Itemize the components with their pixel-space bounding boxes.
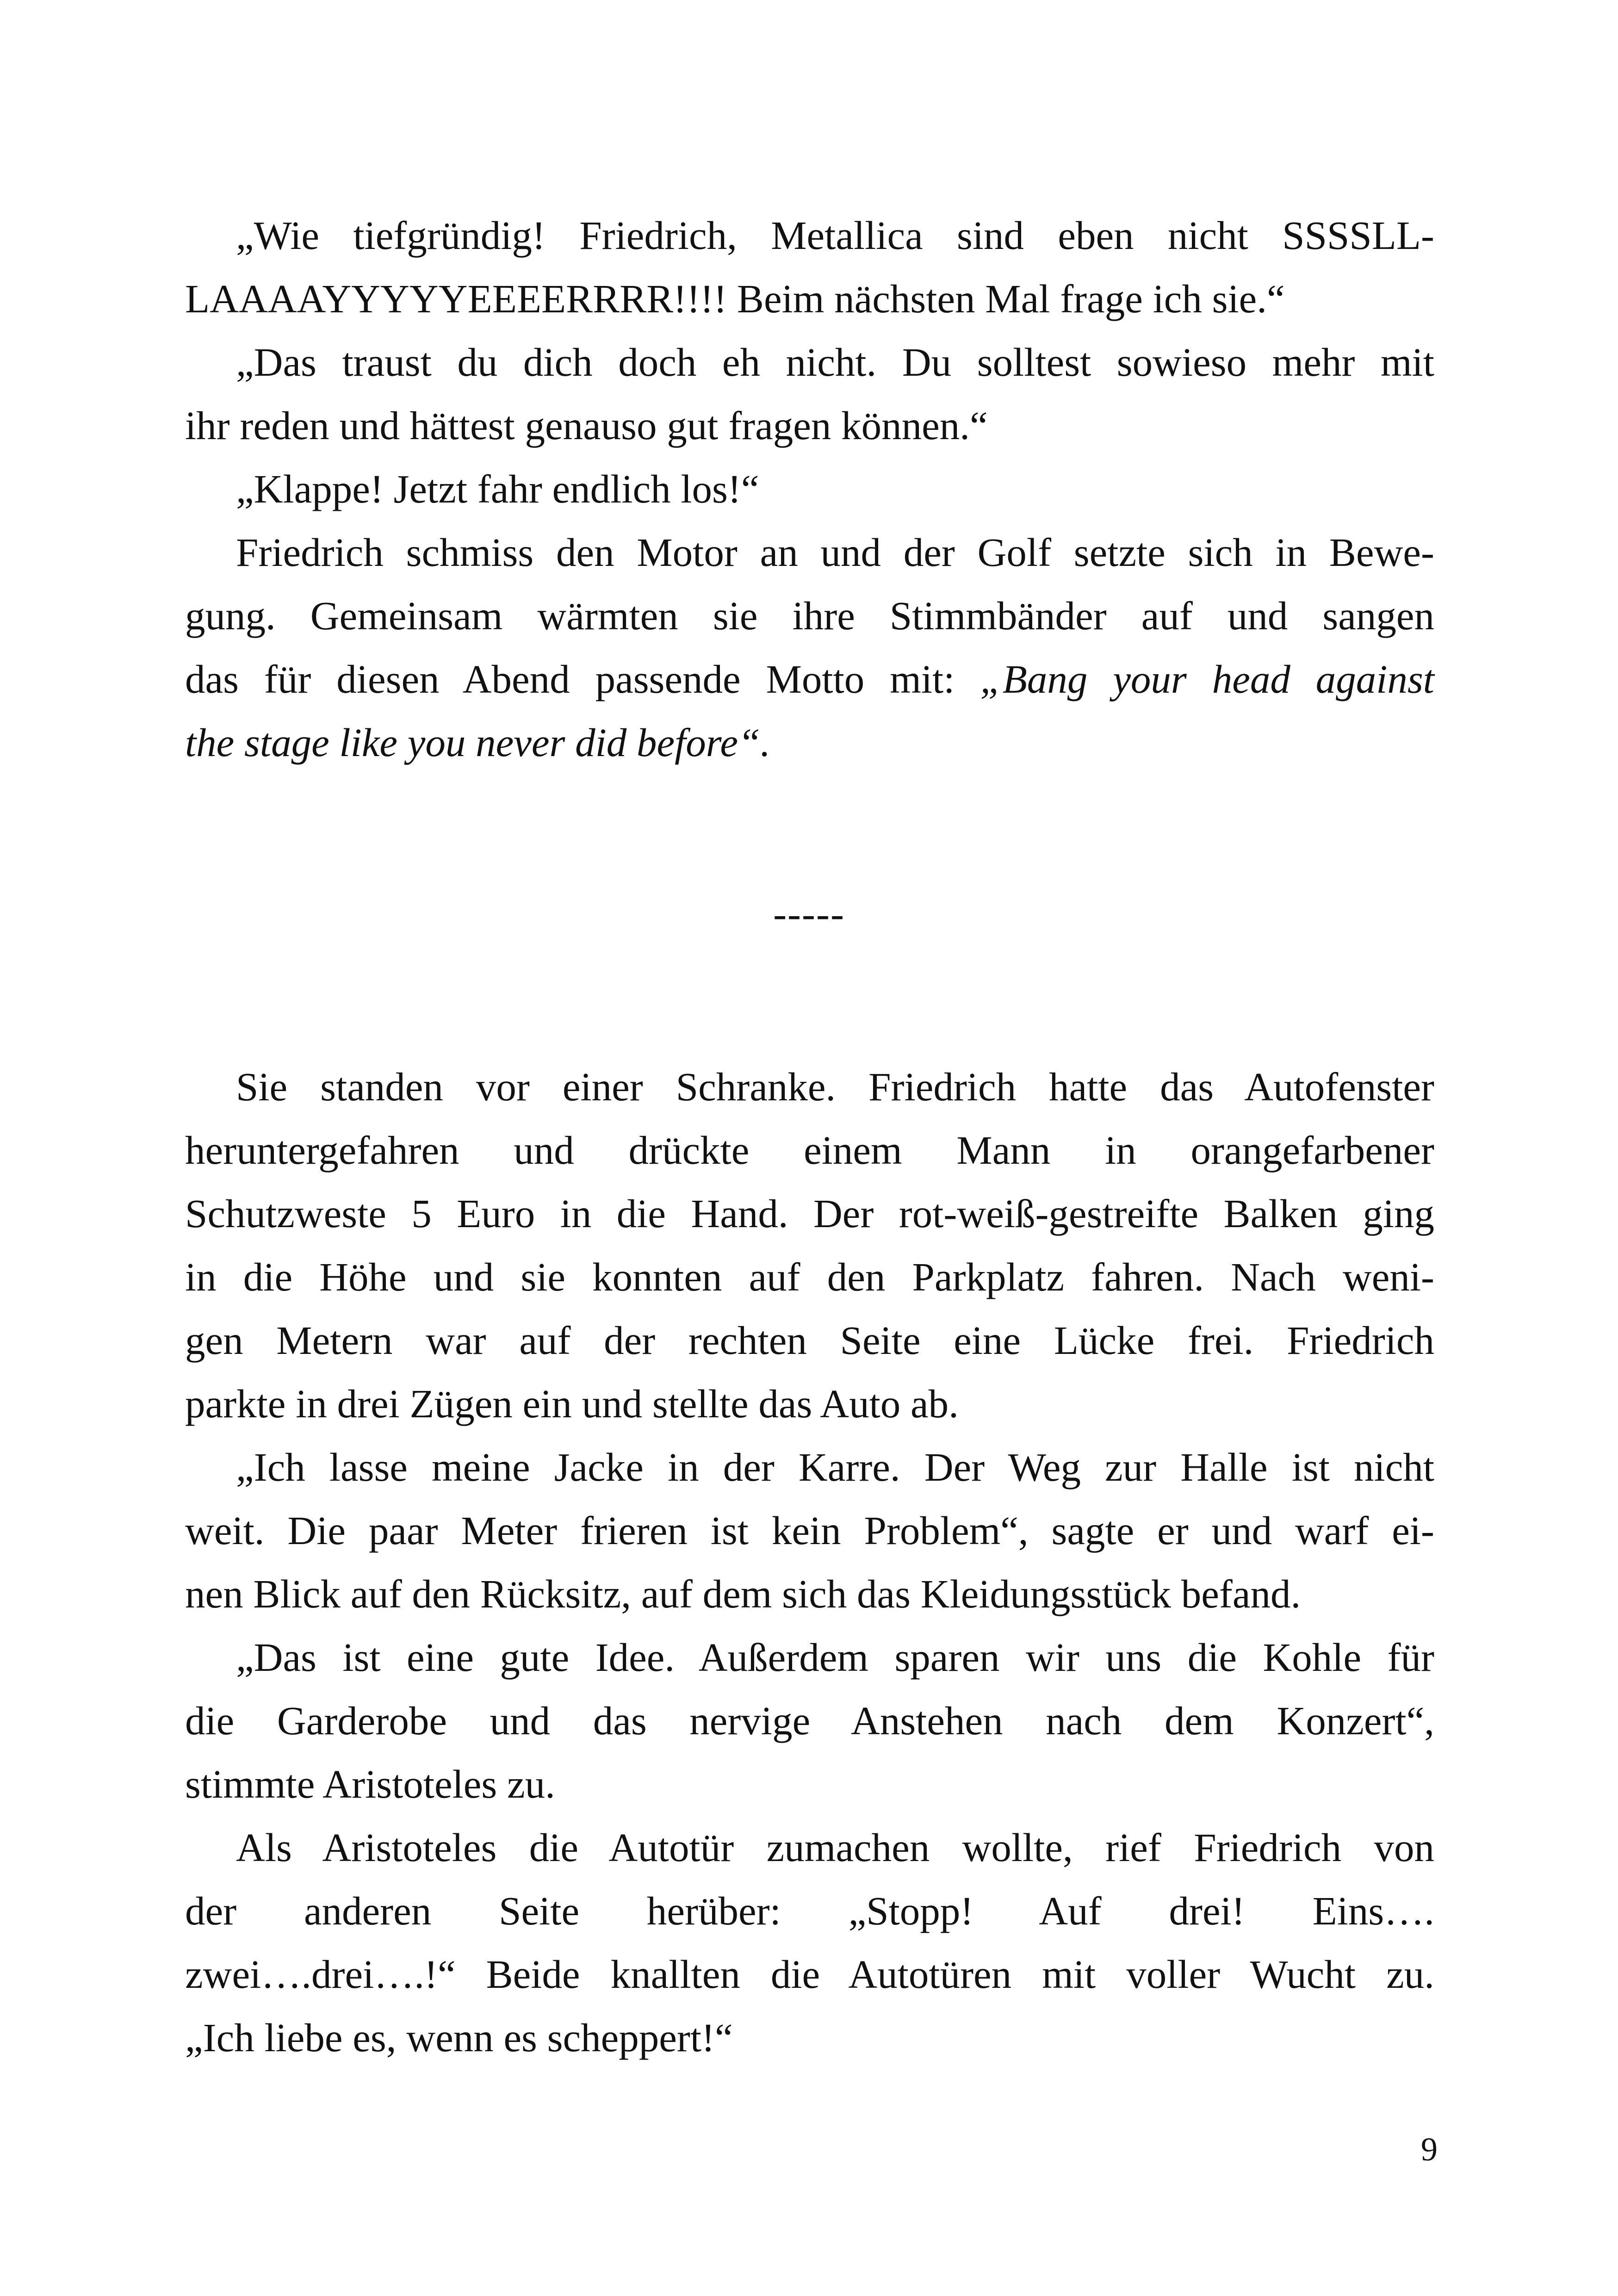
text-line: LAAAAYYYYYEEEERRRR!!!! Beim nächsten Mal frage ich sie.“: [185, 276, 1285, 321]
page-number: 9: [1421, 2131, 1438, 2168]
text-block-top: [185, 204, 1434, 774]
text-line: [185, 647, 1434, 711]
section-separator: -----: [773, 891, 845, 936]
text-line: „Das ist eine gute Idee. Außerdem sparen wir uns die Kohle für: [236, 1635, 1434, 1680]
text-line: Schutzweste 5 Euro in die Hand. Der rot-weiß-gestreifte Balken ging: [185, 1191, 1434, 1236]
text-line: weit. Die paar Meter frieren ist kein Problem“, sagte er und warf ei-: [185, 1508, 1434, 1553]
text-line: in die Höhe und sie konnten auf den Parkplatz fahren. Nach weni-: [185, 1254, 1434, 1299]
text-line: [185, 711, 1434, 774]
song-quote-start: „Bang your head against: [980, 657, 1434, 701]
text-line: Friedrich schmiss den Motor an und der Golf setzte sich in Bewe-: [236, 530, 1434, 575]
text-line: „Klappe! Jetzt fahr endlich los!“: [236, 466, 759, 511]
text-line: stimmte Aristoteles zu.: [185, 1762, 555, 1806]
text-line: die Garderobe und das nervige Anstehen nach dem Konzert“,: [185, 1698, 1434, 1743]
text-line: „Ich lasse meine Jacke in der Karre. Der Weg zur Halle ist nicht: [236, 1445, 1434, 1489]
text-line: parkte in drei Zügen ein und stellte das Auto ab.: [185, 1381, 959, 1426]
text-line: Sie standen vor einer Schranke. Friedrich hatte das Autofenster: [236, 1064, 1434, 1109]
song-quote-end: the stage like you never did before“.: [185, 720, 771, 765]
text-block-bottom: [185, 1055, 1434, 2069]
text-line: ihr reden und hättest genauso gut fragen können.“: [185, 403, 988, 448]
text-line: „Ich liebe es, wenn es scheppert!“: [185, 2015, 733, 2060]
text-line: gen Metern war auf der rechten Seite eine Lücke frei. Friedrich: [185, 1318, 1434, 1363]
text-line: zwei….drei….!“ Beide knallten die Autotüren mit voller Wucht zu.: [185, 1952, 1434, 1997]
text-line: Als Aristoteles die Autotür zumachen wollte, rief Friedrich von: [236, 1825, 1434, 1870]
text-line: nen Blick auf den Rücksitz, auf dem sich das Kleidungsstück befand.: [185, 1571, 1301, 1616]
text-line: der anderen Seite herüber: „Stopp! Auf drei! Eins….: [185, 1888, 1434, 1933]
text-line: „Das traust du dich doch eh nicht. Du solltest sowieso mehr mit: [236, 340, 1434, 385]
text-line: „Wie tiefgründig! Friedrich, Metallica sind eben nicht SSSSLL-: [236, 213, 1434, 258]
text-line-start: das für diesen Abend passende Motto mit:: [185, 657, 980, 701]
text-line: gung. Gemeinsam wärmten sie ihre Stimmbänder auf und sangen: [185, 593, 1434, 638]
text-line: heruntergefahren und drückte einem Mann in orangefarbener: [185, 1128, 1434, 1173]
